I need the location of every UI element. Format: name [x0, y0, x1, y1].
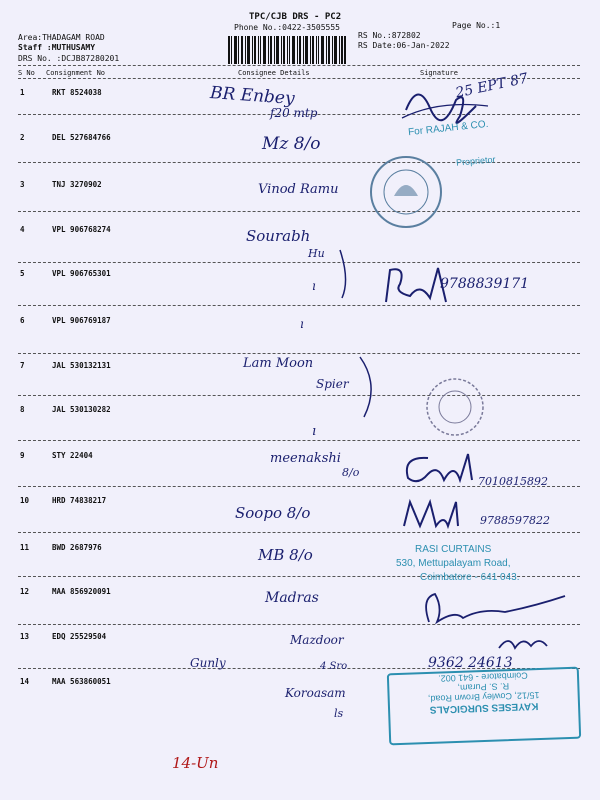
handwritten-phone: 9362 24613	[428, 655, 513, 671]
row-sno: 13	[20, 632, 30, 641]
row-divider	[18, 440, 580, 441]
stamp-rasi-address: 530, Mettupalayam Road,	[396, 558, 511, 569]
row-consignment: HRD 74838217	[52, 496, 107, 505]
svg-text:ı: ı	[300, 317, 304, 331]
row-sno: 14	[20, 677, 30, 686]
handwritten-consignee: ls	[334, 707, 344, 720]
handwritten-consignee: Soopo 8/o	[235, 504, 311, 522]
row-consignment: DEL 527684766	[52, 133, 111, 142]
svg-text:ı: ı	[312, 424, 317, 439]
row-sno: 3	[20, 180, 25, 189]
row-consignment: STY 22404	[52, 451, 93, 460]
row-consignment: MAA 563860051	[52, 677, 111, 686]
row-consignment: TNJ 3270902	[52, 180, 102, 189]
stamp-kayeses-area: R. S. Puram,	[457, 681, 510, 693]
handwritten-note: 14-Un	[172, 754, 219, 772]
handwritten-consignee: BR Enbey	[209, 83, 296, 109]
row-sno: 4	[20, 225, 25, 234]
document-title: TPC/CJB DRS - PC2	[249, 12, 342, 22]
handwritten-phone: 9788839171	[440, 276, 530, 292]
handwritten-consignee: Sourabh	[246, 227, 311, 245]
row-consignment: JAL 530130282	[52, 405, 111, 414]
row-sno: 8	[20, 405, 25, 414]
barcode-image	[228, 36, 346, 64]
row-sno: 1	[20, 88, 25, 97]
signature-scribble	[415, 588, 585, 628]
row-consignment: VPL 906768274	[52, 225, 111, 234]
handwritten-consignee: Madras	[265, 590, 319, 606]
handwritten-phone: 7010815892	[478, 475, 548, 488]
round-seal-stamp	[420, 372, 490, 442]
row-sno: 7	[20, 361, 25, 370]
svg-text:ı: ı	[312, 279, 316, 293]
phone-number: Phone No.:0422-3505555	[234, 23, 340, 32]
row-sno: 2	[20, 133, 25, 142]
handwritten-consignee: Vinod Ramu	[258, 182, 339, 197]
round-seal-stamp	[366, 152, 446, 232]
row-consignment: EDQ 25529504	[52, 632, 107, 641]
handwritten-consignee: Koroasam	[285, 686, 346, 700]
column-header-sno: S No	[18, 69, 35, 77]
row-divider	[18, 211, 580, 212]
row-consignment: JAL 530132131	[52, 361, 111, 370]
stamp-kayeses-name: KAYESES SURGICALS	[429, 700, 539, 715]
drs-number: DRS No. :DCJB87280201	[18, 54, 120, 63]
handwritten-consignee: f20 mtp	[270, 106, 318, 120]
row-divider	[18, 353, 580, 354]
row-consignment: MAA 856920091	[52, 587, 111, 596]
row-sno: 9	[20, 451, 25, 460]
stamp-kayeses-address: 15/12, Cowley Brown Road,	[427, 690, 540, 704]
handwritten-consignee: 4 Sro	[320, 661, 348, 672]
row-sno: 11	[20, 543, 30, 552]
handwritten-phone: 9788597822	[480, 514, 550, 527]
handwritten-consignee: 8/o	[342, 466, 360, 479]
staff-field: Staff :MUTHUSAMY	[18, 43, 96, 52]
row-consignment: VPL 906769187	[52, 316, 111, 325]
area-field: Area:THADAGAM ROAD	[18, 33, 105, 42]
ditto-bracket	[300, 355, 390, 445]
row-sno: 12	[20, 587, 30, 596]
handwritten-consignee: Lam Moon	[243, 356, 314, 371]
stamp-kayeses-city: Coimbatore - 641 002.	[438, 670, 528, 684]
page-number: Page No.:1	[452, 21, 501, 30]
row-sno: 5	[20, 269, 25, 278]
column-header-consignment: Consignment No	[46, 69, 106, 77]
row-consignment: RKT 8524038	[52, 88, 102, 97]
handwritten-consignee: Spier	[316, 377, 349, 391]
column-header-signature: Signature	[420, 69, 458, 77]
handwritten-consignee: Gunly	[190, 656, 226, 670]
row-consignment: BWD 2687976	[52, 543, 102, 552]
row-sno: 10	[20, 496, 30, 505]
handwritten-consignee: Mz 8/o	[262, 134, 321, 154]
handwritten-phone: 25 EPT 87	[454, 70, 530, 102]
row-sno: 6	[20, 316, 25, 325]
handwritten-consignee: Mazdoor	[290, 633, 344, 647]
handwritten-consignee: MB 8/o	[258, 546, 313, 564]
header-divider-top	[18, 65, 580, 66]
row-consignment: VPL 906765301	[52, 269, 111, 278]
handwritten-consignee: Hu	[308, 247, 325, 260]
handwritten-consignee: meenakshi	[270, 451, 341, 466]
row-divider	[18, 395, 580, 396]
rs-number: RS No.:872802	[358, 31, 421, 40]
rs-date: RS Date:06-Jan-2022	[358, 41, 450, 50]
stamp-rajah-name: For RAJAH & CO.	[407, 118, 489, 139]
stamp-rasi-city: Coimbatore - 641 043.	[420, 572, 520, 583]
stamp-rajah-title: Proprietor	[455, 154, 496, 168]
stamp-kayeses-box	[387, 667, 581, 746]
signature-scribble	[495, 632, 555, 654]
ditto-bracket	[290, 240, 360, 340]
column-header-consignee: Consignee Details	[238, 69, 310, 77]
stamp-rasi-name: RASI CURTAINS	[415, 544, 492, 555]
signature-scribble	[398, 450, 488, 490]
